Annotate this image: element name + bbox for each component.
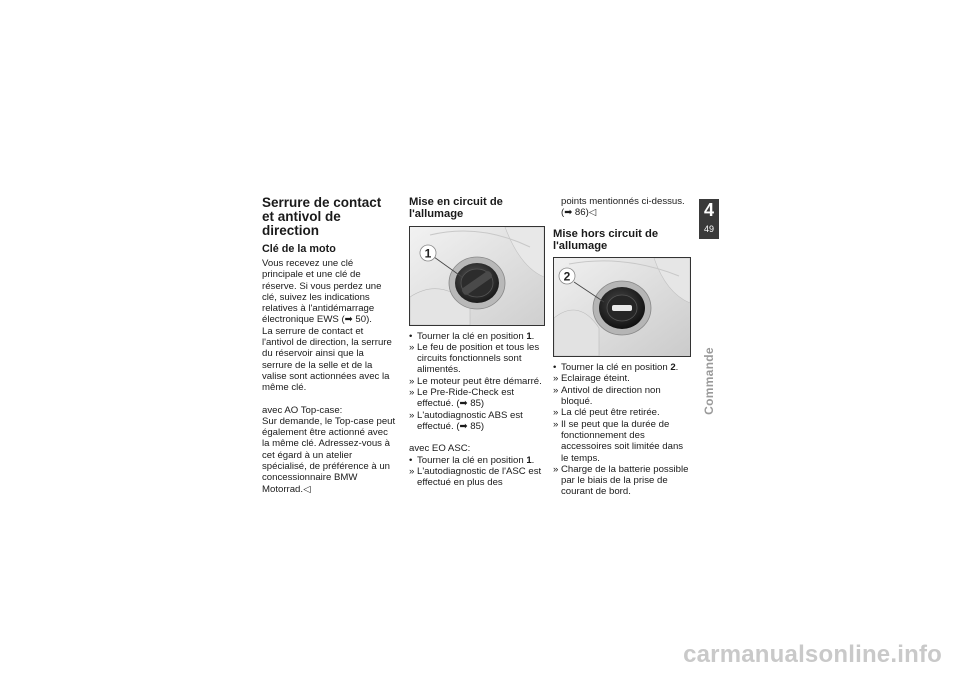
section-side-label <box>700 341 718 421</box>
chapter-tab <box>699 199 719 239</box>
ignition-off-steps <box>553 362 690 498</box>
column-2 <box>409 196 543 488</box>
paragraph-shared-key: La serrure de contact et l'antivol de direction, la serrure du réservoir ainsi que la serrure de la selle et de la valise sont actionnées avec la même clé. <box>262 325 392 394</box>
list-item: • Tourner la clé en position 1. <box>409 454 535 466</box>
end-mark-icon: ◁ <box>588 207 597 219</box>
list-item: • Tourner la clé en position 1. <box>409 330 535 342</box>
page-reference: (➡ 85) <box>456 398 485 410</box>
section-name: Commande <box>702 347 716 415</box>
end-mark-icon: ◁ <box>303 483 311 495</box>
asc-steps <box>409 455 543 489</box>
page-reference: (➡ 50). <box>341 314 372 326</box>
section-title: Serrure de contact et antivol de direction <box>262 195 382 238</box>
option-label: avec EO ASC: <box>409 443 471 455</box>
arrow-icon: ➡ <box>344 314 353 326</box>
arrow-icon: ➡ <box>564 207 573 219</box>
callout-number: 1 <box>424 246 432 261</box>
ignition-off-photo <box>553 257 691 357</box>
paragraph-key-intro: Vous recevez une clé principale et une clé de réserve. Si vous perdez une clé, suivez les indications relatives à l'antidémarrage électronique EWS (➡ 50). <box>262 258 382 326</box>
paragraph-topcase: Sur demande, le Top-case peut également être actionné avec la même clé. Adressez-vous à cet égard à un atelier spécialisé, de préférence à un concessionnaire BMW Motorrad.◁ <box>262 415 396 495</box>
ignition-on-steps <box>409 331 543 433</box>
column-3 <box>553 196 690 498</box>
list-item: » L'autodiagnostic de l'ASC est effectué en plus des <box>409 465 542 489</box>
arrow-icon: ➡ <box>459 420 468 432</box>
list-item: » Charge de la batterie possible par le biais de la prise de courant de bord. <box>553 463 689 498</box>
page-reference: (➡ 85) <box>456 420 485 432</box>
arrow-icon: ➡ <box>459 398 468 410</box>
list-item: » Le feu de position et tous les circuits fonctionnels sont alimentés. <box>409 341 540 376</box>
list-item: » Antivol de direction non bloqué. <box>553 384 661 408</box>
chapter-number: 4 <box>703 200 714 220</box>
page-reference: (➡ 86) <box>561 207 589 219</box>
continued-text: points mentionnés ci-dessus. (➡ 86)◁ <box>561 196 685 219</box>
option-label: avec AO Top-case: <box>262 404 343 416</box>
list-item: » La clé peut être retirée. <box>553 407 660 419</box>
list-item: » Le moteur peut être démarré. <box>409 375 542 387</box>
page-number: 49 <box>703 224 714 234</box>
list-item: » L'autodiagnostic ABS est effectué. (➡ 85) <box>409 409 523 432</box>
subsection-title: Clé de la moto <box>262 243 336 255</box>
watermark: carmanualsonline.info <box>683 641 942 668</box>
callout-number: 2 <box>563 269 571 284</box>
list-item: » Le Pre-Ride-Check est effectué. (➡ 85) <box>409 387 515 410</box>
section-heading-ignition-off: Mise hors circuit de l'allumage <box>553 227 659 252</box>
column-1 <box>262 196 396 495</box>
list-item: » Eclairage éteint. <box>553 373 630 385</box>
list-item: » Il se peut que la durée de fonctionnement des accessoires soit limitée dans le temps. <box>553 418 684 464</box>
section-heading-ignition-on: Mise en circuit de l'allumage <box>409 196 503 221</box>
list-item: • Tourner la clé en position 2. <box>553 362 679 374</box>
ignition-key-photo <box>409 226 545 326</box>
